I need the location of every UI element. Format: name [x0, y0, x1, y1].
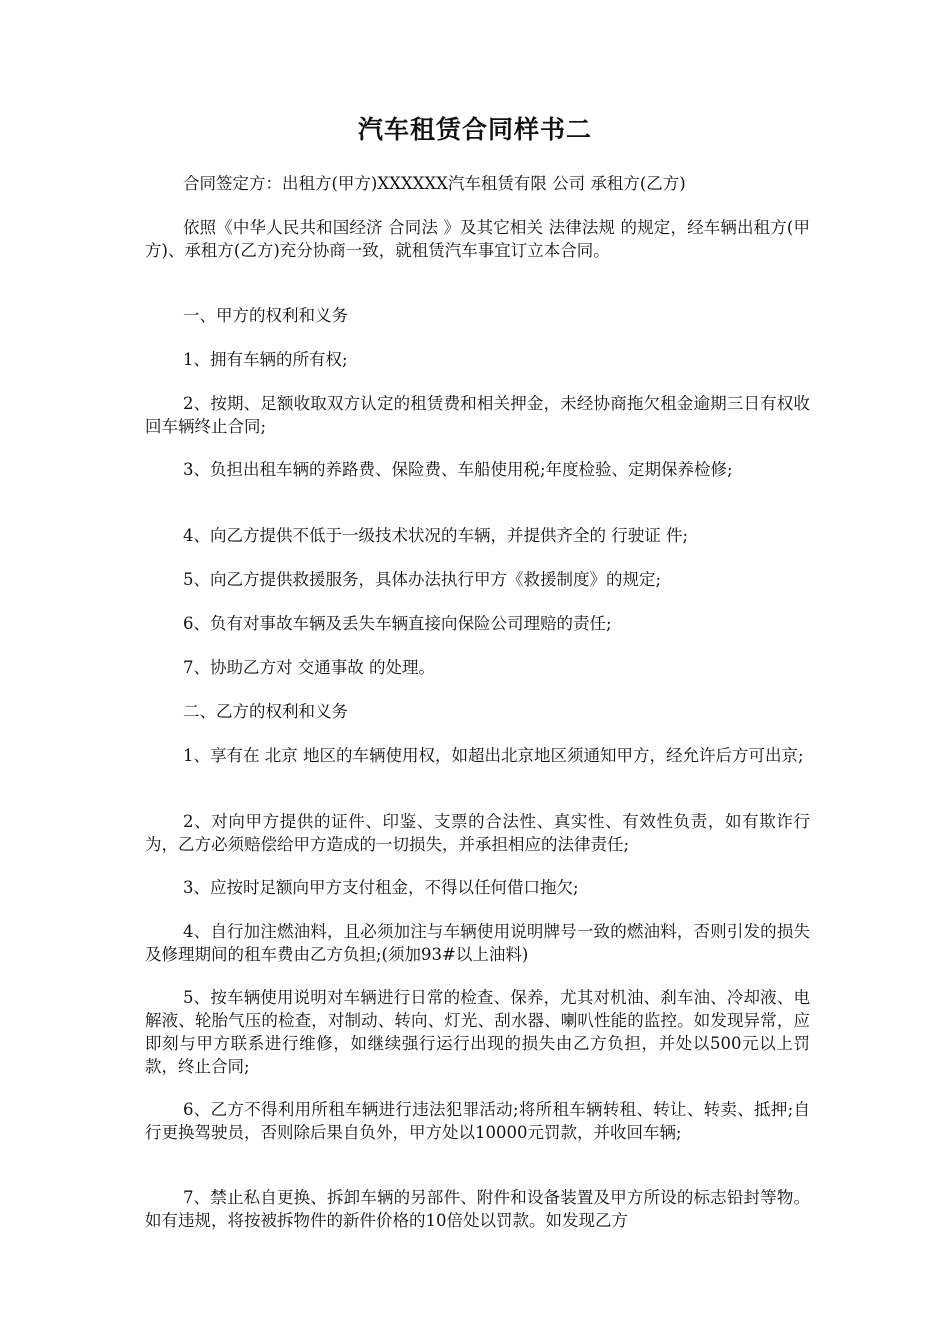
section2-item-1: 1、享有在 北京 地区的车辆使用权，如超出北京地区须通知甲方，经允许后方可出京; [183, 746, 804, 765]
section2-item-4: 4、自行加注燃油料，且必须加注与车辆使用说明牌号一致的燃油料，否则引发的损失及修理期间的租车费由乙方负担;(须加93#以上油料) [145, 922, 810, 964]
section1-item-4: 4、向乙方提供不低于一级技术状况的车辆，并提供齐全的 行驶证 件; [183, 526, 689, 545]
section1-item-3: 3、负担出租车辆的养路费、保险费、车船使用税;年度检验、定期保养检修; [183, 460, 733, 479]
section1-heading: 一、甲方的权利和义务 [183, 306, 348, 325]
section1-item-1: 1、拥有车辆的所有权; [183, 350, 348, 369]
section1-item-7: 7、协助乙方对 交通事故 的处理。 [183, 658, 435, 677]
preamble-paragraph: 依照《中华人民共和国经济 合同法 》及其它相关 法律法规 的规定，经车辆出租方(甲方)、承租方(乙方)充分协商一致，就租赁汽车事宜订立本合同。 [145, 218, 810, 260]
section2-item-2: 2、对向甲方提供的证件、印鉴、支票的合法性、真实性、有效性负责，如有欺诈行为，乙方必须赔偿给甲方造成的一切损失，并承担相应的法律责任; [145, 812, 810, 854]
section2-item-3: 3、应按时足额向甲方支付租金，不得以任何借口拖欠; [183, 878, 579, 897]
section2-item-6: 6、乙方不得利用所租车辆进行违法犯罪活动;将所租车辆转租、转让、转卖、抵押;自行更换驾驶员，否则除后果自负外，甲方处以10000元罚款，并收回车辆; [145, 1100, 810, 1142]
section2-item-5: 5、按车辆使用说明对车辆进行日常的检查、保养，尤其对机油、刹车油、冷却液、电解液、轮胎气压的检查，对制动、转向、灯光、刮水器、喇叭性能的监控。如发现异常，应即刻与甲方联系进行维修，如继续强行运行出现的损失由乙方负担，并处以500元以上罚款，终止合同; [145, 988, 810, 1076]
section1-item-6: 6、负有对事故车辆及丢失车辆直接向保险公司理赔的责任; [183, 614, 612, 633]
parties-line: 合同签定方：出租方(甲方)XXXXXX汽车租赁有限 公司 承租方(乙方) [183, 174, 686, 193]
section2-item-7: 7、禁止私自更换、拆卸车辆的另部件、附件和设备装置及甲方所设的标志铅封等物。如有违规，将按被拆物件的新件价格的10倍处以罚款。如发现乙方 [145, 1188, 810, 1230]
document-title: 汽车租赁合同样书二 [357, 115, 592, 144]
section1-item-2: 2、按期、足额收取双方认定的租赁费和相关押金，未经协商拖欠租金逾期三日有权收回车辆终止合同; [145, 394, 810, 436]
section1-item-5: 5、向乙方提供救援服务，具体办法执行甲方《救援制度》的规定; [183, 570, 662, 589]
section2-heading: 二、乙方的权利和义务 [183, 702, 348, 721]
